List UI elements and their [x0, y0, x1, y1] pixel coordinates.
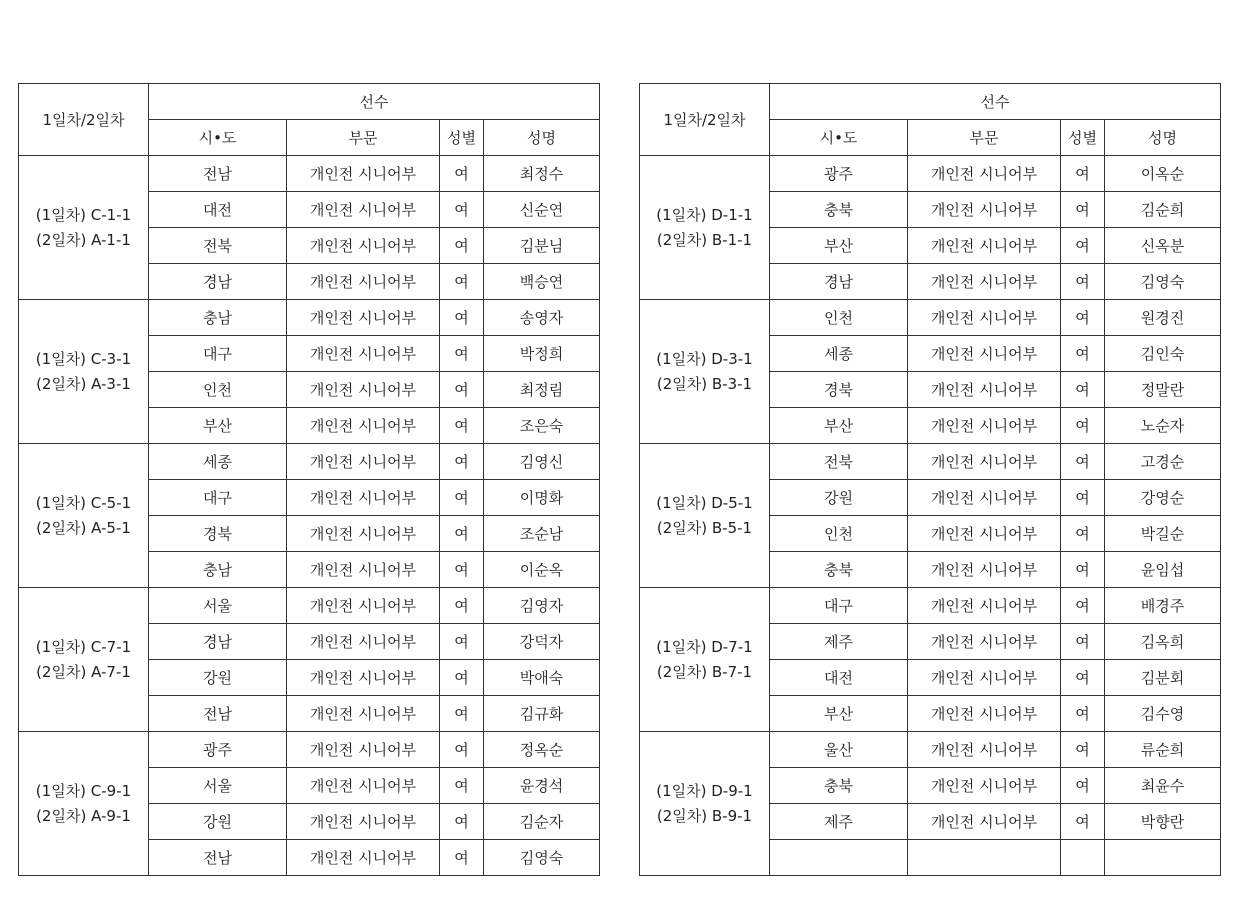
- division-cell: 개인전 시니어부: [908, 696, 1061, 732]
- gender-cell: 여: [440, 444, 484, 480]
- name-cell: 김분님: [484, 228, 600, 264]
- name-cell: 강영순: [1105, 480, 1221, 516]
- gender-cell: 여: [1061, 516, 1105, 552]
- group-cell: [640, 156, 770, 300]
- region-cell: 세종: [770, 336, 908, 372]
- gender-cell: 여: [1061, 264, 1105, 300]
- gender-cell: 여: [440, 660, 484, 696]
- region-cell: 강원: [149, 660, 287, 696]
- gender-cell: 여: [1061, 768, 1105, 804]
- name-cell: 최정수: [484, 156, 600, 192]
- division-cell: 개인전 시니어부: [287, 192, 440, 228]
- division-cell: 개인전 시니어부: [908, 192, 1061, 228]
- region-cell: 경북: [770, 372, 908, 408]
- division-cell: 개인전 시니어부: [287, 660, 440, 696]
- gender-cell: 여: [1061, 696, 1105, 732]
- name-cell: 배경주: [1105, 588, 1221, 624]
- region-cell: 충남: [149, 552, 287, 588]
- name-cell: 강덕자: [484, 624, 600, 660]
- group-day1-label: (1일차) D-1-1: [656, 205, 753, 224]
- table-row: [640, 588, 1221, 624]
- name-cell: 김순희: [1105, 192, 1221, 228]
- name-cell: [1105, 840, 1221, 876]
- group-day2-label: (2일차) A-3-1: [36, 374, 131, 393]
- gender-cell: 여: [1061, 660, 1105, 696]
- division-cell: 개인전 시니어부: [908, 804, 1061, 840]
- roster-table-left: [18, 83, 600, 876]
- division-cell: 개인전 시니어부: [908, 552, 1061, 588]
- region-cell: 강원: [149, 804, 287, 840]
- division-cell: 개인전 시니어부: [287, 696, 440, 732]
- name-cell: 원경진: [1105, 300, 1221, 336]
- region-cell: 대구: [149, 336, 287, 372]
- table-row: [19, 588, 600, 624]
- roster-table-right: [639, 83, 1221, 876]
- region-cell: [770, 840, 908, 876]
- region-cell: 인천: [770, 300, 908, 336]
- division-cell: 개인전 시니어부: [287, 264, 440, 300]
- name-cell: 이명화: [484, 480, 600, 516]
- gender-cell: 여: [1061, 372, 1105, 408]
- name-cell: 윤임섭: [1105, 552, 1221, 588]
- name-cell: 고경순: [1105, 444, 1221, 480]
- division-cell: 개인전 시니어부: [908, 408, 1061, 444]
- group-day1-label: (1일차) D-7-1: [656, 637, 753, 656]
- name-cell: 김영숙: [1105, 264, 1221, 300]
- region-cell: 서울: [149, 768, 287, 804]
- gender-cell: 여: [1061, 192, 1105, 228]
- name-cell: 최윤수: [1105, 768, 1221, 804]
- group-cell: [19, 444, 149, 588]
- division-cell: 개인전 시니어부: [908, 732, 1061, 768]
- region-cell: 경남: [149, 624, 287, 660]
- name-cell: 류순희: [1105, 732, 1221, 768]
- gender-cell: 여: [1061, 552, 1105, 588]
- name-cell: 조순남: [484, 516, 600, 552]
- group-day1-label: (1일차) C-3-1: [35, 349, 132, 368]
- group-day1-label: (1일차) C-5-1: [35, 493, 132, 512]
- region-cell: 부산: [770, 228, 908, 264]
- region-cell: 경남: [770, 264, 908, 300]
- gender-cell: 여: [440, 588, 484, 624]
- division-cell: 개인전 시니어부: [287, 516, 440, 552]
- division-cell: 개인전 시니어부: [287, 300, 440, 336]
- region-cell: 경남: [149, 264, 287, 300]
- region-cell: 제주: [770, 624, 908, 660]
- region-cell: 대구: [149, 480, 287, 516]
- name-cell: 김인숙: [1105, 336, 1221, 372]
- division-cell: 개인전 시니어부: [908, 444, 1061, 480]
- division-cell: 개인전 시니어부: [908, 660, 1061, 696]
- gender-cell: 여: [1061, 804, 1105, 840]
- group-cell: [19, 732, 149, 876]
- name-cell: 박애숙: [484, 660, 600, 696]
- division-cell: 개인전 시니어부: [908, 300, 1061, 336]
- division-cell: 개인전 시니어부: [287, 840, 440, 876]
- name-column-header: 성명: [1105, 120, 1221, 156]
- player-column-header: 선수: [149, 84, 600, 120]
- gender-cell: 여: [440, 192, 484, 228]
- division-column-header: 부문: [287, 120, 440, 156]
- table-row: [640, 444, 1221, 480]
- gender-cell: 여: [1061, 408, 1105, 444]
- group-cell: [19, 300, 149, 444]
- division-cell: 개인전 시니어부: [287, 372, 440, 408]
- name-cell: 송영자: [484, 300, 600, 336]
- table-row: [19, 732, 600, 768]
- gender-cell: 여: [440, 300, 484, 336]
- gender-cell: [1061, 840, 1105, 876]
- roster-body-left: [19, 84, 600, 876]
- name-cell: 이순옥: [484, 552, 600, 588]
- group-day2-label: (2일차) A-9-1: [36, 806, 131, 825]
- name-cell: 김분회: [1105, 660, 1221, 696]
- group-cell: [640, 444, 770, 588]
- name-cell: 김수영: [1105, 696, 1221, 732]
- gender-cell: 여: [440, 552, 484, 588]
- gender-cell: 여: [440, 840, 484, 876]
- gender-cell: 여: [440, 264, 484, 300]
- division-cell: 개인전 시니어부: [908, 228, 1061, 264]
- group-cell: [19, 156, 149, 300]
- name-cell: 김규화: [484, 696, 600, 732]
- player-column-header: 선수: [770, 84, 1221, 120]
- name-cell: 김영자: [484, 588, 600, 624]
- gender-cell: 여: [1061, 228, 1105, 264]
- gender-cell: 여: [440, 804, 484, 840]
- gender-cell: 여: [1061, 156, 1105, 192]
- table-row: [640, 732, 1221, 768]
- division-cell: 개인전 시니어부: [287, 624, 440, 660]
- group-day2-label: (2일차) B-9-1: [656, 806, 753, 825]
- division-cell: 개인전 시니어부: [908, 156, 1061, 192]
- region-cell: 부산: [149, 408, 287, 444]
- day-column-header: 1일차/2일차: [640, 84, 770, 156]
- gender-column-header: 성별: [1061, 120, 1105, 156]
- name-cell: 정말란: [1105, 372, 1221, 408]
- roster-body-right: [640, 84, 1221, 876]
- group-cell: [19, 588, 149, 732]
- region-cell: 부산: [770, 696, 908, 732]
- group-day1-label: (1일차) D-3-1: [656, 349, 753, 368]
- division-cell: 개인전 시니어부: [287, 336, 440, 372]
- group-cell: [640, 588, 770, 732]
- group-day2-label: (2일차) A-7-1: [36, 662, 131, 681]
- gender-cell: 여: [440, 408, 484, 444]
- division-cell: 개인전 시니어부: [287, 480, 440, 516]
- gender-cell: 여: [440, 480, 484, 516]
- header-row: [640, 84, 1221, 120]
- name-cell: 노순자: [1105, 408, 1221, 444]
- gender-cell: 여: [440, 336, 484, 372]
- division-cell: 개인전 시니어부: [287, 552, 440, 588]
- region-column-header: 시•도: [770, 120, 908, 156]
- region-cell: 전남: [149, 156, 287, 192]
- division-cell: 개인전 시니어부: [908, 588, 1061, 624]
- group-day1-label: (1일차) C-9-1: [35, 781, 132, 800]
- division-cell: 개인전 시니어부: [287, 768, 440, 804]
- name-cell: 김옥희: [1105, 624, 1221, 660]
- group-day2-label: (2일차) A-5-1: [36, 518, 131, 537]
- region-cell: 인천: [770, 516, 908, 552]
- gender-cell: 여: [1061, 624, 1105, 660]
- gender-cell: 여: [1061, 732, 1105, 768]
- table-row: [19, 300, 600, 336]
- group-day1-label: (1일차) D-5-1: [656, 493, 753, 512]
- region-cell: 전북: [770, 444, 908, 480]
- division-cell: 개인전 시니어부: [287, 444, 440, 480]
- table-row: [19, 156, 600, 192]
- header-row: [19, 84, 600, 120]
- region-cell: 부산: [770, 408, 908, 444]
- group-day2-label: (2일차) A-1-1: [36, 230, 131, 249]
- group-day1-label: (1일차) C-7-1: [35, 637, 132, 656]
- region-cell: 충북: [770, 552, 908, 588]
- name-cell: 김영신: [484, 444, 600, 480]
- region-cell: 전남: [149, 696, 287, 732]
- group-day2-label: (2일차) B-5-1: [656, 518, 753, 537]
- division-cell: 개인전 시니어부: [908, 516, 1061, 552]
- region-cell: 강원: [770, 480, 908, 516]
- region-cell: 광주: [149, 732, 287, 768]
- region-cell: 광주: [770, 156, 908, 192]
- region-cell: 울산: [770, 732, 908, 768]
- group-day1-label: (1일차) D-9-1: [656, 781, 753, 800]
- name-cell: 백승연: [484, 264, 600, 300]
- division-cell: 개인전 시니어부: [908, 372, 1061, 408]
- name-cell: 최정림: [484, 372, 600, 408]
- gender-cell: 여: [440, 516, 484, 552]
- region-cell: 경북: [149, 516, 287, 552]
- division-cell: [908, 840, 1061, 876]
- region-cell: 세종: [149, 444, 287, 480]
- name-cell: 박정희: [484, 336, 600, 372]
- region-cell: 충북: [770, 192, 908, 228]
- division-cell: 개인전 시니어부: [908, 264, 1061, 300]
- region-cell: 대전: [149, 192, 287, 228]
- region-column-header: 시•도: [149, 120, 287, 156]
- name-cell: 박향란: [1105, 804, 1221, 840]
- gender-cell: 여: [440, 228, 484, 264]
- region-cell: 대전: [770, 660, 908, 696]
- name-cell: 김순자: [484, 804, 600, 840]
- division-cell: 개인전 시니어부: [287, 804, 440, 840]
- region-cell: 충남: [149, 300, 287, 336]
- division-cell: 개인전 시니어부: [287, 588, 440, 624]
- gender-column-header: 성별: [440, 120, 484, 156]
- division-cell: 개인전 시니어부: [908, 336, 1061, 372]
- region-cell: 대구: [770, 588, 908, 624]
- gender-cell: 여: [1061, 336, 1105, 372]
- name-cell: 조은숙: [484, 408, 600, 444]
- name-cell: 김영숙: [484, 840, 600, 876]
- name-column-header: 성명: [484, 120, 600, 156]
- gender-cell: 여: [440, 372, 484, 408]
- day-column-header: 1일차/2일차: [19, 84, 149, 156]
- name-cell: 이옥순: [1105, 156, 1221, 192]
- name-cell: 박길순: [1105, 516, 1221, 552]
- name-cell: 정옥순: [484, 732, 600, 768]
- name-cell: 신옥분: [1105, 228, 1221, 264]
- gender-cell: 여: [1061, 588, 1105, 624]
- group-day2-label: (2일차) B-3-1: [656, 374, 753, 393]
- gender-cell: 여: [440, 156, 484, 192]
- name-cell: 윤경석: [484, 768, 600, 804]
- division-cell: 개인전 시니어부: [287, 228, 440, 264]
- table-row: [19, 444, 600, 480]
- division-cell: 개인전 시니어부: [908, 624, 1061, 660]
- table-row: [640, 300, 1221, 336]
- gender-cell: 여: [440, 732, 484, 768]
- gender-cell: 여: [1061, 444, 1105, 480]
- gender-cell: 여: [1061, 480, 1105, 516]
- gender-cell: 여: [440, 624, 484, 660]
- division-cell: 개인전 시니어부: [287, 156, 440, 192]
- division-column-header: 부문: [908, 120, 1061, 156]
- region-cell: 전남: [149, 840, 287, 876]
- region-cell: 제주: [770, 804, 908, 840]
- gender-cell: 여: [440, 696, 484, 732]
- group-cell: [640, 300, 770, 444]
- region-cell: 인천: [149, 372, 287, 408]
- gender-cell: 여: [440, 768, 484, 804]
- name-cell: 신순연: [484, 192, 600, 228]
- group-cell: [640, 732, 770, 876]
- group-day1-label: (1일차) C-1-1: [35, 205, 132, 224]
- division-cell: 개인전 시니어부: [908, 480, 1061, 516]
- region-cell: 전북: [149, 228, 287, 264]
- region-cell: 서울: [149, 588, 287, 624]
- group-day2-label: (2일차) B-1-1: [656, 230, 753, 249]
- group-day2-label: (2일차) B-7-1: [656, 662, 753, 681]
- division-cell: 개인전 시니어부: [908, 768, 1061, 804]
- region-cell: 충북: [770, 768, 908, 804]
- division-cell: 개인전 시니어부: [287, 408, 440, 444]
- division-cell: 개인전 시니어부: [287, 732, 440, 768]
- table-row: [640, 156, 1221, 192]
- gender-cell: 여: [1061, 300, 1105, 336]
